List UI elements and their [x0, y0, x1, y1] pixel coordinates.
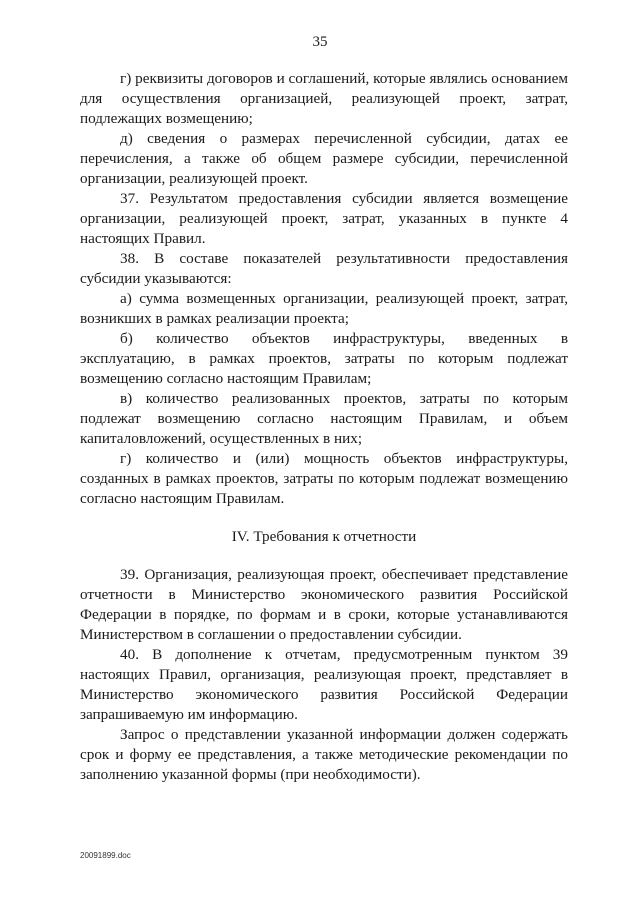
paragraph-38-item-v: в) количество реализованных проектов, затраты по которым подлежат возмещению согласно настоящим Правилам, и объем капиталовложений, осуществленных в них; [80, 390, 568, 447]
paragraph-37: 37. Результатом предоставления субсидии является возмещение организации, реализующей проект, затрат, указанных в пункте 4 настоящих Правил. [80, 190, 568, 247]
footer-filename: 20091899.doc [80, 851, 131, 860]
paragraph-item-g-contracts: г) реквизиты договоров и соглашений, которые являлись основанием для осуществления организацией, реализующей проект, затрат, подлежащих возмещению; [80, 70, 568, 127]
paragraph-39: 39. Организация, реализующая проект, обеспечивает представление отчетности в Министерство экономического развития Российской Федерации в порядке, по формам и в сроки, которые устанавливаются Министерством в соглашении о предоставлении субсидии. [80, 566, 568, 643]
paragraph-40: 40. В дополнение к отчетам, предусмотренным пунктом 39 настоящих Правил, организация, реализующая проект, представляет в Министерство экономического развития Российской Федерации запрашиваемую им информацию. [80, 646, 568, 723]
paragraph-38-item-g: г) количество и (или) мощность объектов инфраструктуры, созданных в рамках проектов, затраты по которым подлежат возмещению согласно настоящим Правилам. [80, 450, 568, 507]
paragraph-item-d-subsidy-info: д) сведения о размерах перечисленной субсидии, датах ее перечисления, а также об общем размере субсидии, перечисленной организации, реализующей проект. [80, 130, 568, 187]
document-body [80, 69, 568, 785]
paragraph-38-item-a: а) сумма возмещенных организации, реализующей проект, затрат, возникших в рамках реализации проекта; [80, 290, 568, 327]
paragraph-38-item-b: б) количество объектов инфраструктуры, введенных в эксплуатацию, в рамках проектов, затраты по которым подлежат возмещению согласно настоящим Правилам; [80, 330, 568, 387]
paragraph-38: 38. В составе показателей результативности предоставления субсидии указываются: [80, 250, 568, 287]
page-number: 35 [312, 34, 328, 50]
paragraph-request: Запрос о представлении указанной информации должен содержать срок и форму ее представления, а также методические рекомендации по заполнению указанной формы (при необходимости). [80, 726, 568, 783]
section-heading: IV. Требования к отчетности [231, 528, 417, 545]
